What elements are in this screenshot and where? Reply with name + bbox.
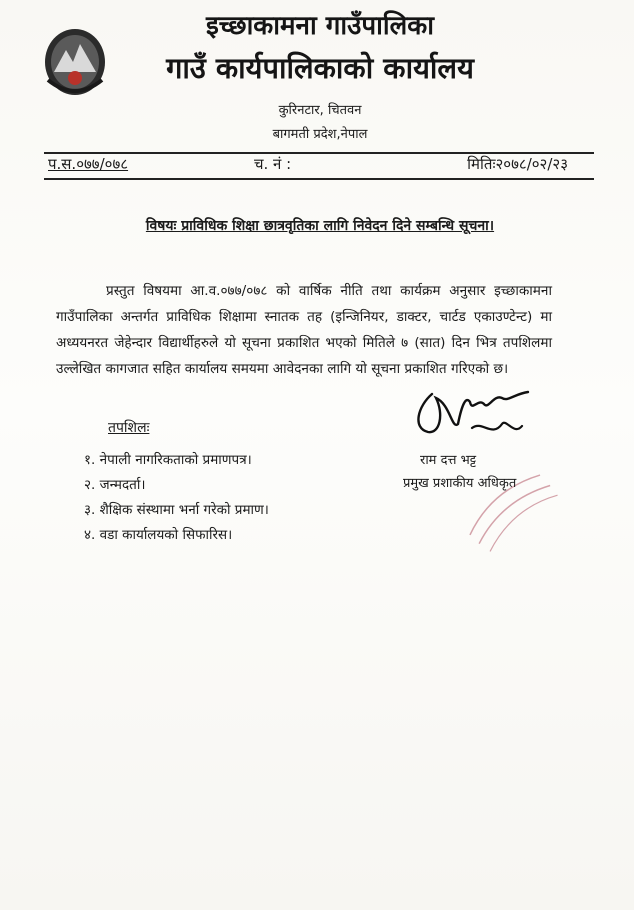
handwritten-signature	[410, 384, 540, 446]
details-title: तपशिलः	[108, 420, 150, 436]
signatory-role: प्रमुख प्रशाकीय अधिकृत	[403, 476, 517, 491]
list-item: ३. शैक्षिक संस्थामा भर्ना गरेको प्रमाण।	[84, 502, 269, 518]
ps-number: प.स.०७७/०७८	[48, 155, 129, 173]
office-stamp	[450, 455, 560, 555]
notice-body: प्रस्तुत विषयमा आ.व.०७७/०७८ को वार्षिक नीति तथा कार्यक्रम अनुसार इच्छाकामना गाउँपालिका अन्तर्गत प्राविधिक शिक्षामा स्नातक तह (इन्जिनियर, डाक्टर, चार्टड एकाउण्टेन्ट) मा अध्ययनरत जेहेन्दार विद्यार्थीहरुले यो सूचना प्रकाशित भएको मितिले ७ (सात) दिन भित्र तपशिलमा उल्लेखित कागजात सहित कार्यालय समयमा आवेदनका लागि यो सूचना प्रकाशित गरिएको छ।	[56, 283, 552, 377]
list-item: ४. वडा कार्यालयको सिफारिस।	[84, 527, 233, 543]
bottom-rule	[44, 178, 594, 180]
address-line-1: कुरिनटार, चितवन	[278, 103, 362, 118]
list-item: २. जन्मदर्ता।	[84, 477, 146, 493]
notice-subject: विषयः प्राविधिक शिक्षा छात्रवृतिका लागि निवेदन दिने सम्बन्धि सूचना।	[145, 218, 495, 234]
nepal-emblem-logo	[40, 20, 110, 100]
list-item: १. नेपाली नागरिकताको प्रमाणपत्र।	[84, 452, 252, 468]
issue-date: मितिः२०७८/०२/२३	[467, 155, 568, 173]
municipality-name: इच्छाकामना गाउँपालिका	[206, 11, 434, 41]
reference-row	[44, 152, 592, 176]
document-list	[84, 448, 269, 548]
signatory-name: राम दत्त भट्ट	[420, 453, 477, 468]
office-name: गाउँ कार्यपालिकाको कार्यालय	[166, 51, 474, 85]
chalani-number: च. नं :	[254, 155, 292, 173]
address-line-2: बागमती प्रदेश,नेपाल	[272, 127, 368, 142]
